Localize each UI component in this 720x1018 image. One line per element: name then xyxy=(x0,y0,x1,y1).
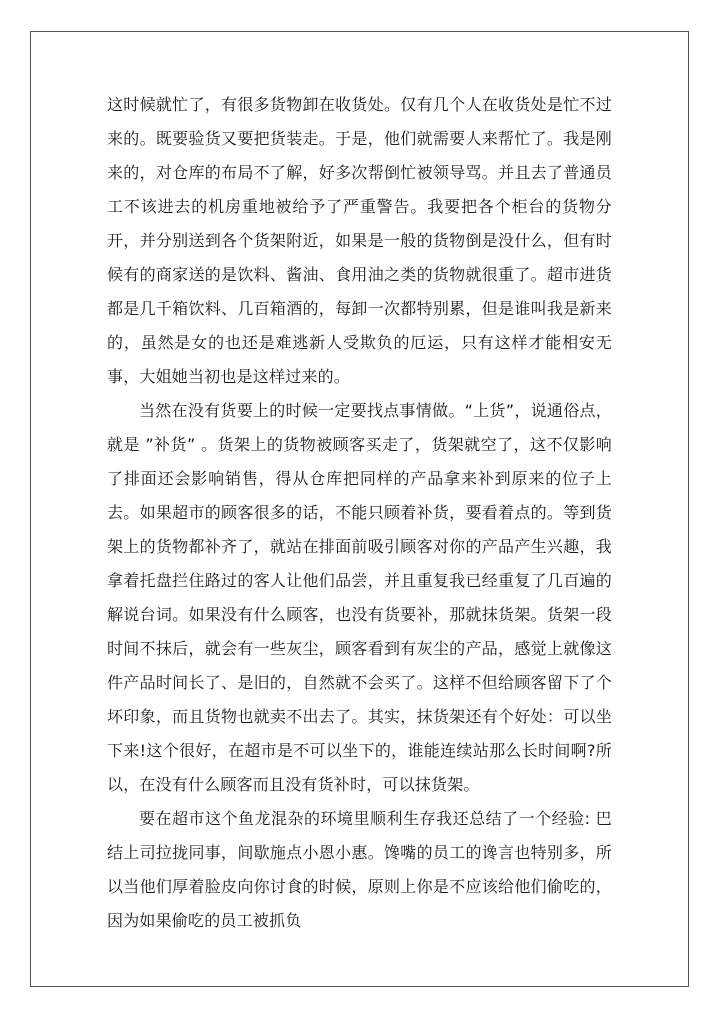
paragraph-warehouse-unloading: 这时候就忙了，有很多货物卸在收货处。仅有几个人在收货处是忙不过来的。既要验货又要把货装走。于是，他们就需要人来帮忙了。我是刚来的，对仓库的布局不了解，好多次帮倒忙被领导骂。并且去了普通员工不该进去的机房重地被给予了严重警告。我要把各个柜台的货物分开，并分别送到各个货架附近，如果是一般的货物倒是没什么，但有时候有的商家送的是饮料、酱油、食用油之类的货物就很重了。超市进货都是几千箱饮料、几百箱酒的，每卸一次都特别累，但是谁叫我是新来的，虽然是女的也还是难逃新人受欺负的厄运，只有这样才能相安无事，大姐她当初也是这样过来的。 xyxy=(107,95,612,386)
paragraph-survival-experience: 要在超市这个鱼龙混杂的环境里顺利生存我还总结了一个经验: 巴结上司拉拢同事，间歇施点小恩小惠。馋嘴的员工的谗言也特别多，所以当他们厚着脸皮向你讨食的时候，原则上你是不应该给他们偷吃的，因为如果偷吃的员工被抓负 xyxy=(107,809,612,930)
paragraph-restocking-shelves: 当然在没有货要上的时候一定要找点事情做。“上货”，说通俗点，就是 ”补货” 。货架上的货物被顾客买走了，货架就空了，这不仅影响了排面还会影响销售，得从仓库把同样的产品拿来补到原来的位子上去。如果超市的顾客很多的话，不能只顾着补货，要看着点的。等到货架上的货物都补齐了，就站在排面前吸引顾客对你的产品产生兴趣，我拿着托盘拦住路过的客人让他们品尝，并且重复我已经重复了几百遍的解说台词。如果没有什么顾客，也没有货要补，那就抹货架。货架一段时间不抹后，就会有一些灰尘，顾客看到有灰尘的产品，感觉上就像这件产品时间长了、是旧的，自然就不会买了。这样不但给顾客留下了个坏印象，而且货物也就卖不出去了。其实，抹货架还有个好处：可以坐下来!这个很好，在超市是不可以坐下的，谁能连续站那么长时间啊?所以，在没有什么顾客而且没有货补时，可以抹货架。 xyxy=(107,401,612,794)
document-body xyxy=(107,88,612,938)
